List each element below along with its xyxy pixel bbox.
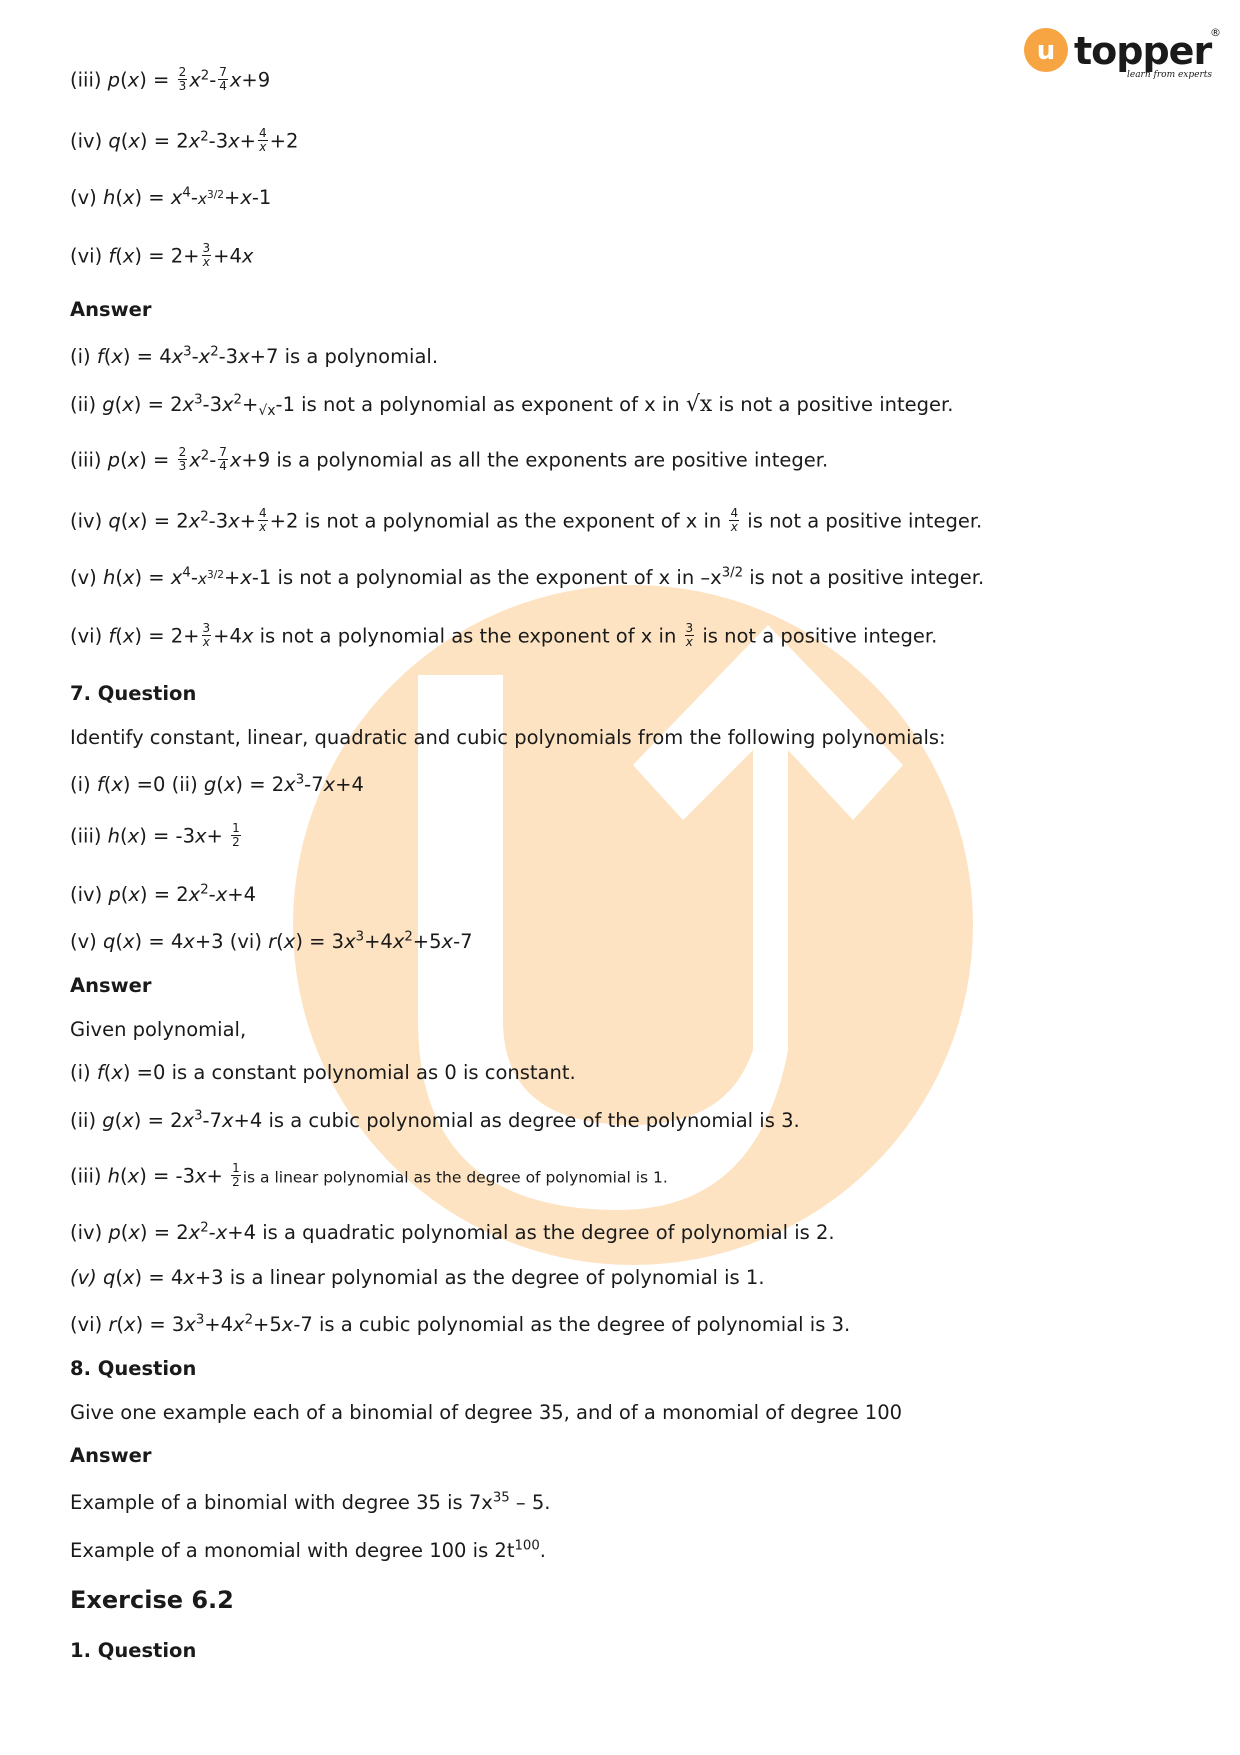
- q7-given: Given polynomial,: [70, 1018, 247, 1041]
- q6-item-vi: (vi) f(x) = 2+ $\frac{3}{x}$ +4x: [70, 241, 254, 269]
- fraction: $\frac{2}{3}$: [178, 65, 187, 93]
- q8-title: 8. Question: [70, 1357, 197, 1380]
- q6-answer-ii: (ii) $g(x) = 2x^3-3x^2+_{√x}-1$ is not a polynomial as exponent of x in √x is not a positive integer.: [70, 392, 954, 419]
- q7-poly-iii: (iii) h(x) = -3x+ $\frac{1}{2}$: [70, 821, 240, 849]
- q6-answer-v: (v) $h(x) = x^4-x^{3/2}+x-1$ is not a polynomial as the exponent of x in $-x^{3/2}$ is not a positive integer.: [70, 565, 985, 589]
- q7-answer-v: (v) q(x) = 4x+3 is a linear polynomial as the degree of polynomial is 1.: [70, 1266, 765, 1289]
- fraction: $\frac{4}{x}$: [259, 126, 267, 154]
- fraction: $\frac{1}{2}$: [232, 821, 240, 849]
- q6-answer-iii: (iii) p(x) = $\frac{2}{3}$ $x^2-$ $\frac{7}{4}$ x+9 is a polynomial as all the exponents are positive integer.: [70, 445, 829, 473]
- q8-answer-binomial: Example of a binomial with degree 35 is $7x^{35} - 5$.: [70, 1490, 551, 1514]
- answer-label: Answer: [70, 1444, 152, 1467]
- fraction: $\frac{4}{x}$: [730, 506, 739, 534]
- q8-answer-monomial: Example of a monomial with degree 100 is $2t^{100}$.: [70, 1538, 546, 1562]
- q7-poly-v-vi: (v) q(x) = 4x+3 (vi) $r(x) = 3x^3+4x^2+5x-7$: [70, 929, 473, 953]
- q8-prompt: Give one example each of a binomial of degree 35, and of a monomial of degree 100: [70, 1401, 903, 1424]
- q7-answer-iii: (iii) h(x) = -3x+ $\frac{1}{2}$ is a linear polynomial as the degree of polynomial is 1.: [70, 1161, 668, 1189]
- sqrt-x-icon: √x: [258, 403, 276, 419]
- q6-item-v: (v) $h(x) = x^4-x^{3/2}+x-1$: [70, 185, 272, 209]
- q7-answer-i: (i) f(x) =0 is a constant polynomial as 0 is constant.: [70, 1061, 576, 1084]
- logo-registered: ®: [1210, 26, 1220, 39]
- logo-wordmark: topper: [1074, 29, 1212, 73]
- fraction: $\frac{7}{4}$: [219, 65, 227, 93]
- fraction: $\frac{3}{x}$: [202, 621, 211, 649]
- q7-poly-iv: (iv) $p(x) = 2x^2-x+4$: [70, 882, 256, 906]
- fraction: $\frac{7}{4}$: [219, 445, 227, 473]
- q7-prompt: Identify constant, linear, quadratic and cubic polynomials from the following polynomials:: [70, 726, 946, 749]
- answer-label: Answer: [70, 298, 152, 321]
- fraction: $\frac{2}{3}$: [178, 445, 187, 473]
- exercise-q1-title: 1. Question: [70, 1639, 197, 1662]
- exercise-title: Exercise 6.2: [70, 1586, 234, 1614]
- q7-answer-ii: (ii) $g(x) = 2x^3-7x+4$ is a cubic polynomial as degree of the polynomial is 3.: [70, 1108, 800, 1132]
- q7-poly-i-ii: (i) f(x) =0 (ii) $g(x) = 2x^3-7x+4$: [70, 772, 364, 796]
- q6-item-iv: (iv) $q(x) = 2x^2-3x+$ $\frac{4}{x}$ +2: [70, 126, 299, 154]
- q6-answer-i: (i) $f(x) = 4x^3-x^2-3x+7$ is a polynomial.: [70, 344, 439, 368]
- logo-tagline: learn from experts: [1126, 70, 1212, 80]
- fraction: $\frac{3}{x}$: [685, 621, 694, 649]
- fraction: $\frac{3}{x}$: [202, 241, 211, 269]
- q7-answer-vi: (vi) $r(x) = 3x^3+4x^2+5x-7$ is a cubic polynomial as the degree of polynomial is 3.: [70, 1312, 851, 1336]
- q6-answer-vi: (vi) f(x) = 2+ $\frac{3}{x}$ +4x is not a polynomial as the exponent of x in $\frac{3}{x}$ is not a positive integer.: [70, 621, 938, 649]
- topper-logo: [1022, 24, 1220, 84]
- sqrt-x-icon: √x: [685, 392, 713, 417]
- fraction: $\frac{4}{x}$: [259, 506, 267, 534]
- q7-title: 7. Question: [70, 682, 197, 705]
- fraction: $\frac{1}{2}$: [232, 1161, 240, 1189]
- q7-answer-iv: (iv) $p(x) = 2x^2-x+4$ is a quadratic polynomial as the degree of polynomial is 2.: [70, 1220, 835, 1244]
- answer-label: Answer: [70, 974, 152, 997]
- logo-mark: u: [1036, 36, 1056, 66]
- q6-item-iii: (iii) p(x) = $\frac{2}{3}$ $x^2-$ $\frac{7}{4}$ x+9: [70, 65, 271, 93]
- q6-answer-iv: (iv) $q(x) = 2x^2-3x+$ $\frac{4}{x}$ +2 is not a polynomial as the exponent of x in $\frac{4}{x}$ is not a positive integer.: [70, 506, 983, 534]
